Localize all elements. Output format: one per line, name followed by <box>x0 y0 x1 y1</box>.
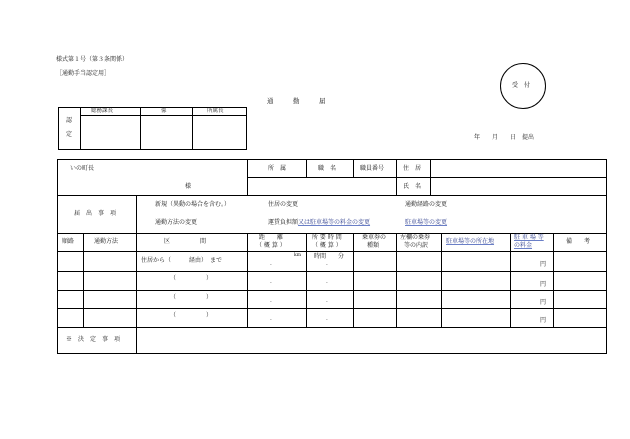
approval-col-dept-head: 所属長 <box>207 108 224 114</box>
col-order: 順路 <box>62 238 75 245</box>
header-name: 氏 名 <box>403 183 422 190</box>
row3-distance-dot: ． <box>270 297 277 304</box>
row1-time-unit: 時間 分 <box>314 253 345 260</box>
row4-section: （ ） <box>170 312 213 319</box>
col-parking-fee-2: の料金 <box>514 242 533 249</box>
row3-section: （ ） <box>170 294 213 301</box>
row1-km-unit: km <box>294 253 301 258</box>
item-fare-change: 運賃負担額又は駐車場等の料金の変更 <box>268 219 371 226</box>
form-number: 様式第１号（第３条関係） <box>56 56 129 63</box>
header-dept: 所 属 <box>268 165 287 172</box>
header-position: 職 名 <box>318 165 337 172</box>
col-distance: 距 離 <box>259 234 284 241</box>
item-method-change: 通勤方法の変更 <box>155 219 198 226</box>
addressee: いの町長 <box>70 165 95 172</box>
item-route-change: 通勤経路の変更 <box>405 201 448 208</box>
row2-time-dot: ． <box>326 278 333 285</box>
row1-section: 住居から（ 経由） まで <box>141 257 223 264</box>
col-ticket-type: 乗車券の <box>362 234 387 241</box>
col-distance-approx: （ 概 算 ） <box>256 242 286 249</box>
col-parking-location: 駐車場等の所在地 <box>446 238 495 245</box>
decision-label: ※ 決 定 事 項 <box>66 336 121 343</box>
col-ticket-detail: 左欄の乗券 <box>400 234 431 241</box>
col-time: 所 要 時 間 <box>312 234 342 241</box>
form-title: 通 勤 届 <box>267 97 326 105</box>
col-ticket-detail-2: 等の内訳 <box>404 242 429 249</box>
approval-label-2: 定 <box>66 131 73 138</box>
header-staff-number: 職員番号 <box>360 165 385 172</box>
row2-yen: 円 <box>540 281 547 288</box>
col-section: 区 間 <box>164 238 207 245</box>
row4-yen: 円 <box>540 317 547 324</box>
report-items-label: 届 出 事 項 <box>74 210 117 217</box>
header-address: 住 居 <box>403 165 422 172</box>
approval-label-1: 認 <box>66 117 73 124</box>
row1-time-dot: ． <box>326 260 333 267</box>
row1-yen: 円 <box>540 261 547 268</box>
row4-distance-dot: ． <box>270 315 277 322</box>
col-remarks: 備 考 <box>566 238 591 245</box>
reception-stamp-label: 受 付 <box>512 82 531 89</box>
col-time-approx: （ 概 算 ） <box>312 242 342 249</box>
item-new: 新規（異動の場合を含む。） <box>155 201 231 208</box>
col-method: 通勤方法 <box>94 238 119 245</box>
row1-distance-dot: ． <box>270 260 277 267</box>
col-ticket-type-2: 種類 <box>367 242 380 249</box>
submission-date: 年 月 日 提出 <box>474 134 535 141</box>
row2-section: （ ） <box>170 275 213 282</box>
col-parking-fee: 駐 車 場 等 <box>514 234 544 241</box>
row4-time-dot: ． <box>326 315 333 322</box>
approval-col-general-affairs: 総務課長 <box>91 108 114 114</box>
approval-col-staff: 係 <box>161 108 167 114</box>
row2-distance-dot: ． <box>270 278 277 285</box>
item-parking-change: 駐車場等の変更 <box>405 219 448 226</box>
row3-time-dot: ． <box>326 297 333 304</box>
form-subtitle: ［通勤手当認定用］ <box>56 70 111 77</box>
item-address-change: 住居の変更 <box>268 201 299 208</box>
addressee-sama: 様 <box>185 183 192 190</box>
row3-yen: 円 <box>540 299 547 306</box>
